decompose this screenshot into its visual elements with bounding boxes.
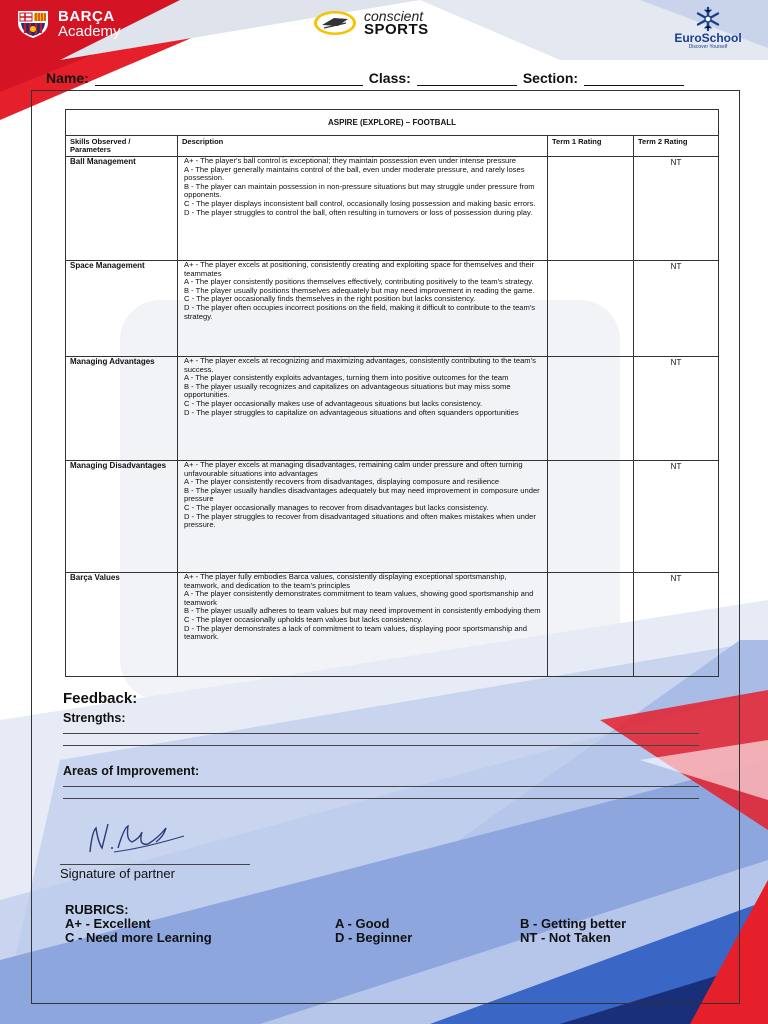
- snowflake-icon: [693, 6, 723, 32]
- term2-rating[interactable]: NT: [634, 357, 719, 461]
- barca-academy-logo: [16, 9, 121, 39]
- skill-description: [178, 573, 548, 677]
- rubrics-title: RUBRICS:: [65, 902, 129, 917]
- signature-label: Signature of partner: [60, 866, 175, 881]
- sports-wordmark: SPORTS: [364, 21, 429, 38]
- rubric-item: D - Beginner: [335, 930, 413, 945]
- class-label: Class:: [368, 70, 411, 86]
- partner-signature: [84, 818, 204, 862]
- desc-line: A+ - The player excels at positioning, consistently creating and exploiting space for themselves and their teammates: [184, 260, 534, 278]
- rubric-item: A - Good: [335, 916, 390, 931]
- skill-description: [178, 461, 548, 573]
- desc-line: B - The player usually recognizes and capitalizes on advantageous situations but may miss some opportunities.: [184, 381, 511, 400]
- term1-rating[interactable]: [548, 357, 634, 461]
- section-label: Section:: [522, 70, 579, 86]
- signature-line: [60, 864, 250, 865]
- skill-name: Space Management: [66, 261, 178, 357]
- desc-line: C - The player displays inconsistent ball control, occasionally losing possession and making basic errors.: [184, 198, 536, 208]
- euroschool-logo: [660, 6, 756, 50]
- term2-rating[interactable]: NT: [634, 157, 719, 261]
- rubric-item: B - Getting better: [520, 916, 627, 931]
- skill-description: [178, 357, 548, 461]
- rubric-item: C - Need more Learning: [65, 930, 212, 945]
- term1-rating[interactable]: [548, 573, 634, 677]
- table-row: [66, 157, 719, 261]
- desc-line: C - The player occasionally upholds team values but lacks consistency.: [184, 614, 423, 624]
- desc-line: A+ - The player's ball control is exceptional; they maintain possession even under intense pressure: [184, 156, 517, 165]
- desc-line: A - The player consistently demonstrates commitment to team values, showing good sportsmanship and teamwork: [184, 589, 534, 607]
- strengths-label: Strengths:: [63, 711, 126, 725]
- desc-line: A - The player consistently recovers from disadvantages, displaying composure and resilience: [184, 477, 500, 487]
- skill-description: [178, 157, 548, 261]
- rubric-item: NT - Not Taken: [520, 930, 611, 945]
- class-field[interactable]: [417, 72, 517, 86]
- strengths-line[interactable]: [63, 745, 699, 746]
- euroschool-name: EuroSchool: [674, 31, 742, 45]
- improvement-line[interactable]: [63, 786, 699, 787]
- name-label: Name:: [46, 70, 89, 86]
- header-skills: Skills Observed / Parameters: [66, 136, 178, 157]
- desc-line: B - The player usually adheres to team values but may need improvement in consistently embodying them: [184, 606, 541, 616]
- rubric-item: A+ - Excellent: [65, 916, 151, 931]
- desc-line: C - The player occasionally makes use of advantageous situations but lacks consistency.: [184, 398, 483, 408]
- section-field[interactable]: [584, 72, 684, 86]
- skill-name: Barça Values: [66, 573, 178, 677]
- desc-line: A - The player consistently exploits advantages, turning them into positive outcomes for the team: [184, 373, 509, 383]
- desc-line: D - The player struggles to control the ball, often resulting in turnovers or loss of possession during play.: [184, 207, 533, 217]
- conscient-wordmark: conscient: [364, 8, 424, 24]
- desc-line: A+ - The player excels at recognizing and maximizing advantages, consistently contributing to the team's success.: [184, 356, 536, 374]
- desc-line: B - The player usually handles disadvantages adequately but may need improvement in composure under pressure: [184, 485, 540, 504]
- barca-name: BARÇA: [58, 8, 115, 25]
- table-row: [66, 261, 719, 357]
- table-row: [66, 461, 719, 573]
- skill-name: Ball Management: [66, 157, 178, 261]
- desc-line: D - The player often occupies incorrect positions on the field, making it difficult to contribute to the team's strategy.: [184, 302, 536, 321]
- header-description: Description: [178, 136, 548, 157]
- desc-line: A+ - The player excels at managing disadvantages, remaining calm under pressure and often turning unfavourable situations into advantages: [184, 460, 523, 478]
- conscient-sports-logo: [312, 9, 429, 37]
- desc-line: C - The player occasionally finds themselves in the right position but lacks consistency.: [184, 294, 476, 304]
- desc-line: B - The player usually positions themselves adequately but may need improvement in reading the game.: [184, 285, 535, 295]
- term2-rating[interactable]: NT: [634, 261, 719, 357]
- name-field[interactable]: [95, 72, 363, 86]
- table-row: [66, 573, 719, 677]
- term1-rating[interactable]: [548, 157, 634, 261]
- desc-line: A - The player consistently positions themselves effectively, contributing positively to the team's strategy.: [184, 277, 534, 287]
- header-term2: Term 2 Rating: [634, 136, 719, 157]
- rubrics-legend: [65, 903, 725, 945]
- desc-line: A+ - The player fully embodies Barca values, consistently displaying exceptional sportsmanship, teamwork, and dedication to the team's principles: [184, 572, 507, 590]
- page-header: [0, 0, 768, 60]
- fcb-crest-icon: [16, 9, 50, 39]
- barca-subtitle: Academy: [58, 23, 121, 40]
- student-info-line: [46, 66, 746, 86]
- skill-name: Managing Advantages: [66, 357, 178, 461]
- skill-name: Managing Disadvantages: [66, 461, 178, 573]
- conscient-emblem-icon: [312, 9, 358, 37]
- desc-line: C - The player occasionally manages to recover from disadvantages but lacks consistency.: [184, 502, 489, 512]
- term2-rating[interactable]: NT: [634, 461, 719, 573]
- desc-line: D - The player struggles to capitalize on advantageous situations and often squanders opportunities: [184, 407, 519, 417]
- skill-description: [178, 261, 548, 357]
- desc-line: D - The player demonstrates a lack of commitment to team values, displaying poor sportsmanship and teamwork.: [184, 623, 528, 642]
- desc-line: D - The player struggles to recover from disadvantaged situations and often makes mistakes when under pressure.: [184, 511, 536, 530]
- improvement-line[interactable]: [63, 798, 699, 799]
- feedback-title: Feedback:: [63, 690, 138, 707]
- desc-line: B - The player can maintain possession in non-pressure situations but may struggle under pressure from opponents.: [184, 181, 535, 200]
- table-row: [66, 357, 719, 461]
- improvement-label: Areas of Improvement:: [63, 764, 200, 778]
- header-term1: Term 1 Rating: [548, 136, 634, 157]
- term1-rating[interactable]: [548, 461, 634, 573]
- euroschool-tagline: Discover Yourself: [688, 44, 728, 50]
- desc-line: A - The player generally maintains control of the ball, even under moderate pressure, and rarely loses possession.: [184, 164, 525, 183]
- strengths-line[interactable]: [63, 733, 699, 734]
- table-title: ASPIRE (EXPLORE) – FOOTBALL: [66, 110, 719, 136]
- term2-rating[interactable]: NT: [634, 573, 719, 677]
- term1-rating[interactable]: [548, 261, 634, 357]
- assessment-table: [65, 109, 719, 677]
